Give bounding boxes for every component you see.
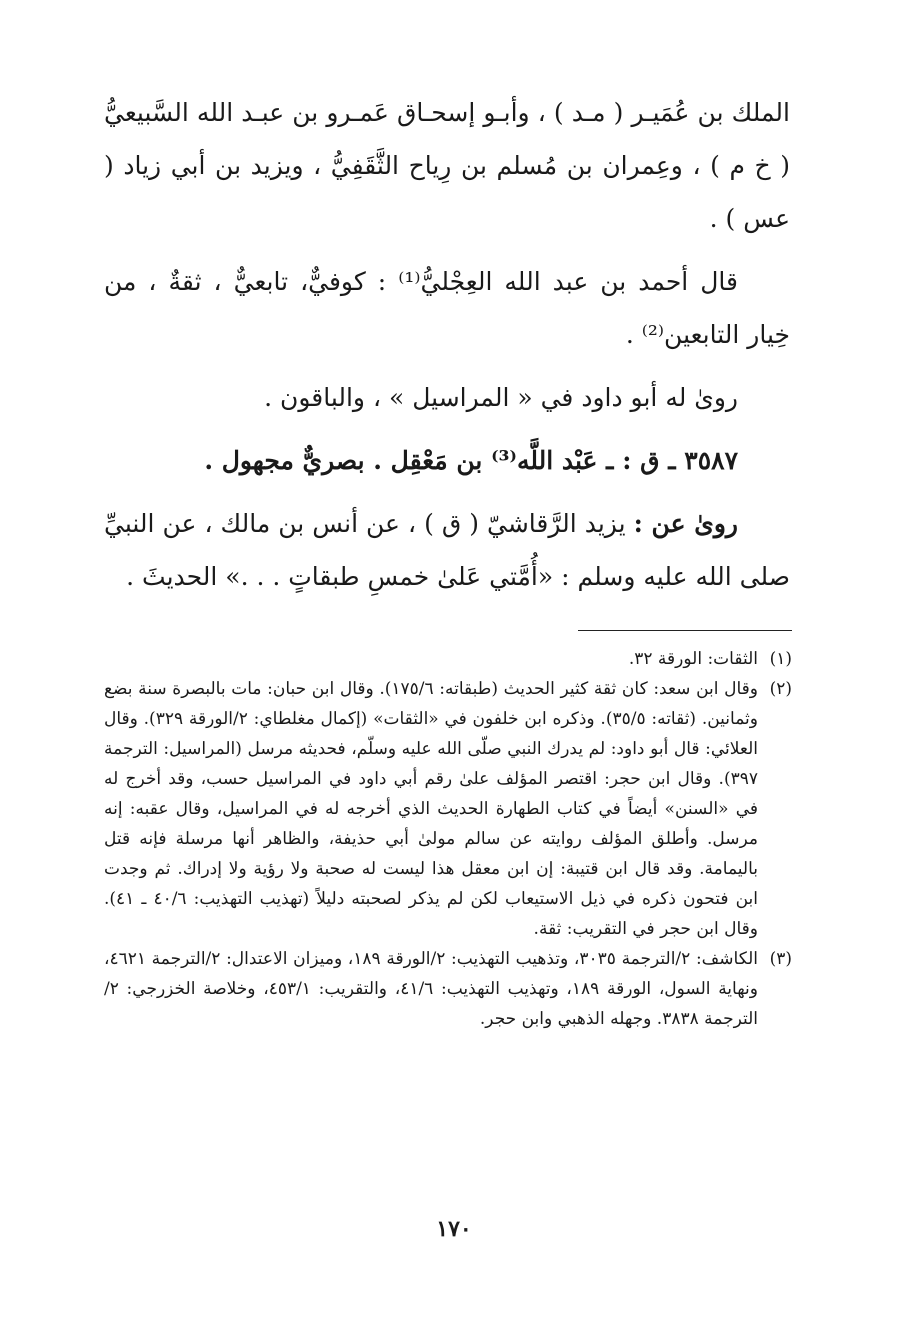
footnote-number: (١)	[769, 649, 792, 669]
paragraph-ijli-quote: قال أحمد بن عبد الله العِجْليُّ⁽¹⁾ : كوفيٌّ، تابعيٌّ ، ثقةٌ ، من خِيار التابعين⁽²⁾ .	[104, 267, 790, 349]
entry-heading-3587: ٣٥٨٧ ـ ق : ـ عَبْد اللَّه⁽³⁾ بن مَعْقِل . بصريٌّ مجهول .	[204, 446, 738, 475]
footnote-text: الكاشف: ٢/الترجمة ٣٠٣٥، وتذهيب التهذيب: ٢/الورقة ١٨٩، وميزان الاعتدال: ٢/الترجمة ٤٦٢١، ونهاية السول، الورقة ١٨٩، وتهذيب التهذيب: ٤١/٦، والتقريب: ٤٥٣/١، وخلاصة الخزرجي: ٢/الترجمة ٣٨٣٨. وجهله الذهبي وابن حجر.	[104, 949, 758, 1029]
footnote-3	[104, 944, 792, 1034]
narrates-from-label: روىٰ عن :	[633, 509, 738, 538]
footnote-separator	[578, 630, 792, 631]
footnote-number: (٢)	[769, 679, 792, 699]
footnote-text: الثقات: الورقة ٣٢.	[628, 649, 758, 669]
page-number: ١٧٠	[436, 1216, 472, 1242]
footnote-2	[104, 674, 792, 944]
footnotes-section	[104, 644, 792, 1034]
paragraph-narrators: الملك بن عُمَيـر ( مـد ) ، وأبـو إسحـاق عَمـرو بن عبـد الله السَّبيعيُّ ( خ م ) ، وعِمران بن مُسلم بن رِياح الثَّقَفِيُّ ، ويزيد بن أبي زياد ( عس ) .	[104, 98, 790, 233]
main-text-body	[104, 86, 790, 603]
paragraph-narrated-by: روىٰ له أبو داود في « المراسيل » ، والباقون .	[264, 383, 738, 412]
footnote-number: (٣)	[769, 949, 792, 969]
paragraph-narrates-from	[104, 497, 790, 603]
footnote-1	[104, 644, 792, 674]
narrates-from-text: يزيد الرَّقاشيّ ( ق ) ، عن أنس بن مالك ، عن النبيِّ صلى الله عليه وسلم : «أُمَّتي عَلىٰ خمسِ طبقاتٍ . . .» الحديثَ .	[104, 509, 790, 591]
footnote-text: وقال ابن سعد: كان ثقة كثير الحديث (طبقاته: ١٧٥/٦). وقال ابن حبان: مات بالبصرة سنة بضع وثمانين. (ثقاته: ٣٥/٥). وذكره ابن خلفون في «الثقات» (إكمال مغلطاي: ٢/الورقة ٣٢٩). وقال العلائي: قال أبو داود: لم يدرك النبي صلّى الله عليه وسلّم، فحديثه مرسل (المراسيل: الترجمة ٣٩٧). وقال ابن حجر: اقتصر المؤلف علىٰ رقم أبي داود في المراسيل حسب، وقد أخرج له في «السنن» أيضاً في كتاب الطهارة الحديث الذي أخرجه له في المراسيل، وقال عقبه: إنه مرسل. وأطلق المؤلف روايته عن سالم مولىٰ أبي حذيفة، والظاهر أنها مرسلة فإنه قتل باليمامة. وقد قال ابن قتيبة: إن ابن معقل هذا ليست له صحبة ولا رؤية ولا إدراك. ثم وجدت ابن فتحون ذكره في ذيل الاستيعاب لكن لم يذكر لصحبته دليلاً (تهذيب التهذيب: ٤٠/٦ ـ ٤١). وقال ابن حجر في التقريب: ثقة.	[104, 679, 758, 939]
